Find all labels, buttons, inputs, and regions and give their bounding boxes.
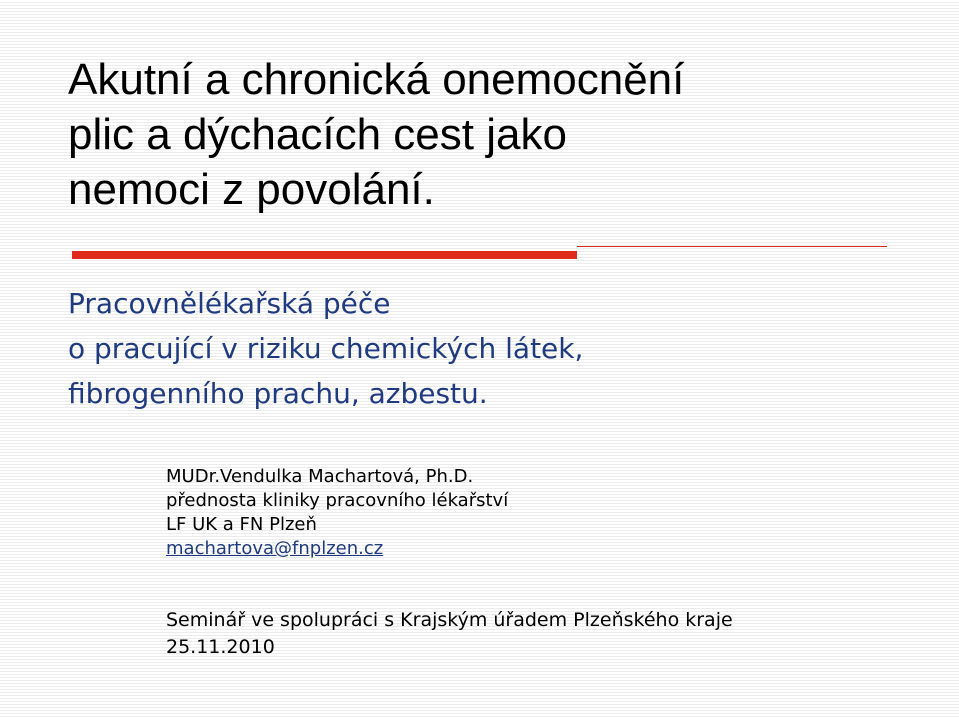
slide-subtitle bbox=[68, 281, 583, 416]
slide-title-line-1: Akutní a chronická onemocnění bbox=[68, 55, 685, 104]
author-email-link[interactable]: machartova@fnplzen.cz bbox=[166, 538, 384, 559]
slide-subtitle-line-1: Pracovnělékařská péče bbox=[68, 287, 391, 320]
slide-subtitle-line-3: fibrogenního prachu, azbestu. bbox=[68, 377, 488, 410]
seminar-info bbox=[166, 607, 733, 661]
slide-title bbox=[68, 52, 684, 217]
author-name: MUDr.Vendulka Machartová, Ph.D. bbox=[166, 466, 474, 487]
slide-title-line-2: plic a dýchacích cest jako bbox=[68, 110, 567, 159]
title-divider-thick bbox=[72, 251, 577, 259]
seminar-date: 25.11.2010 bbox=[166, 636, 275, 658]
author-position: přednosta kliniky pracovního lékařství bbox=[166, 490, 509, 511]
slide-subtitle-line-2: o pracující v riziku chemických látek, bbox=[68, 332, 584, 365]
title-divider-thin bbox=[577, 246, 887, 247]
author-info bbox=[166, 465, 508, 561]
slide-title-line-3: nemoci z povolání. bbox=[68, 165, 435, 214]
author-institution: LF UK a FN Plzeň bbox=[166, 514, 317, 535]
seminar-line: Seminář ve spolupráci s Krajským úřadem Plzeňského kraje bbox=[166, 609, 733, 631]
